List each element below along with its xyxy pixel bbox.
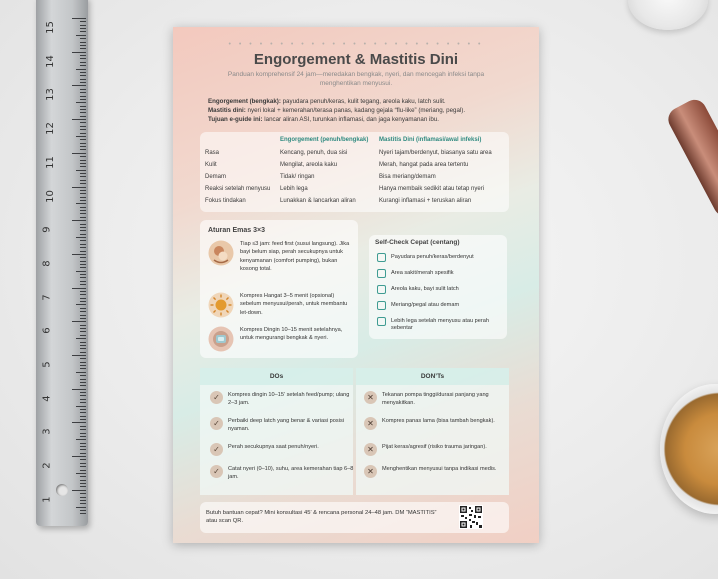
rule-text: Tiap ≤3 jam: feed first (susui langsung). Jika bayi belum siap, perah secukupnya untuk kenyamanan (comfort pumping), bukan kosong total.	[240, 241, 350, 273]
check-icon: ✓	[210, 465, 223, 478]
ruler-tick	[80, 335, 86, 336]
ruler-tick	[80, 173, 86, 174]
ruler-number: 14	[44, 54, 56, 68]
cell-mastitis: Kurangi inflamasi + teruskan aliran	[379, 198, 472, 204]
ruler-tick	[80, 392, 86, 393]
ruler-tick	[72, 18, 86, 19]
ruler-tick	[80, 459, 86, 460]
ruler-tick	[80, 368, 86, 369]
do-item	[210, 391, 360, 413]
dont-item	[364, 391, 514, 413]
ruler-tick	[80, 294, 86, 295]
ruler-tick	[80, 365, 86, 366]
ruler-tick	[80, 82, 86, 83]
ruler-tick	[72, 288, 86, 289]
dont-text: Pijat keras/agresif (risiko trauma jaringan).	[382, 444, 487, 450]
dont-item	[364, 417, 514, 439]
ruler-tick	[72, 187, 86, 188]
intro-line	[208, 97, 508, 106]
ruler-tick	[80, 513, 86, 514]
ruler-tick	[80, 21, 86, 22]
ruler-tick	[80, 362, 86, 363]
ruler-tick	[80, 166, 86, 167]
check-icon: ✓	[210, 391, 223, 404]
ruler-tick	[80, 28, 86, 29]
ruler-tick	[80, 207, 86, 208]
self-check-title: Self-Check Cepat (centang)	[375, 239, 460, 246]
do-item	[210, 465, 360, 487]
ruler-tick	[80, 257, 86, 258]
ruler-tick	[80, 244, 86, 245]
ruler-tick	[76, 338, 86, 339]
ruler-tick	[80, 291, 86, 292]
ruler-tick	[80, 112, 86, 113]
ruler-tick	[80, 463, 86, 464]
checklist-label: Area sakit/merah spesifik	[391, 270, 454, 276]
cell-mastitis: Bisa meriang/demam	[379, 174, 436, 180]
footer-cta	[200, 502, 509, 533]
table-header-row	[200, 135, 509, 147]
rule-item	[208, 240, 354, 288]
intro-text: payudara penuh/keras, kulit tegang, areola kaku, latch sulit.	[280, 98, 446, 105]
ruler-tick	[80, 139, 86, 140]
ruler-tick	[80, 79, 86, 80]
checkbox[interactable]	[377, 285, 386, 294]
ruler-tick	[72, 321, 86, 322]
ruler-tick	[76, 439, 86, 440]
table-row	[200, 172, 509, 184]
ruler-tick	[80, 176, 86, 177]
dont-item	[364, 465, 514, 487]
ruler-tick	[80, 409, 86, 410]
ruler-tick	[76, 203, 86, 204]
ruler-tick	[80, 436, 86, 437]
intro-line	[208, 106, 508, 115]
page-title: Engorgement & Mastitis Dini	[253, 51, 459, 68]
ruler-tick	[80, 183, 86, 184]
ruler-tick	[80, 65, 86, 66]
dos-header: DOs	[200, 368, 353, 385]
dont-text: Kompres panas lama (bisa tambah bengkak).	[382, 418, 495, 424]
ruler-tick	[76, 507, 86, 508]
ruler-tick	[80, 476, 86, 477]
ruler-tick	[80, 466, 86, 467]
ruler-number: 7	[41, 293, 53, 301]
row-label: Reaksi setelah menyusu	[205, 186, 271, 192]
cell-engorgement: Kencang, penuh, dua sisi	[280, 150, 348, 156]
rule-text: Kompres Dingin 10–15 menit setelahnya, untuk mengurangi bengkak & nyeri.	[240, 327, 343, 342]
ruler-tick	[80, 193, 86, 194]
ruler-tick	[80, 298, 86, 299]
ruler-tick	[80, 149, 86, 150]
ruler-tick	[80, 143, 86, 144]
ruler-tick	[80, 379, 86, 380]
ruler-tick	[76, 271, 86, 272]
ruler-tick	[76, 372, 86, 373]
ruler-number: 12	[44, 122, 56, 135]
ruler-tick	[80, 486, 86, 487]
ruler-tick	[80, 45, 86, 46]
cold-compress-icon	[208, 326, 234, 352]
intro-term: Tujuan e-guide ini:	[208, 116, 263, 123]
ruler-tick	[80, 510, 86, 511]
self-check-panel	[369, 235, 507, 339]
donts-column	[356, 385, 509, 495]
ruler-tick	[80, 116, 86, 117]
ruler-tick	[80, 180, 86, 181]
table-row	[200, 160, 509, 172]
ruler-tick	[80, 416, 86, 417]
rule-item	[208, 326, 354, 356]
ruler-tick	[80, 449, 86, 450]
ruler-tick	[72, 153, 86, 154]
ruler-number: 15	[44, 21, 56, 34]
golden-rules-panel	[200, 220, 358, 358]
do-text: Kompres dingin 10–15’ setelah feed/pump; ulang 2–3 jam.	[228, 392, 350, 406]
ruler-tick	[80, 325, 86, 326]
ruler-tick	[80, 55, 86, 56]
ruler	[36, 0, 88, 526]
ruler-tick	[80, 429, 86, 430]
checklist-item[interactable]	[377, 253, 503, 265]
ruler-number: 8	[41, 260, 53, 267]
ruler-tick	[76, 237, 86, 238]
ruler-tick	[80, 395, 86, 396]
decorative-dots: • • • • • • • • • • • • • • • • • • • • • • • • •	[228, 41, 484, 48]
ruler-tick	[80, 126, 86, 127]
cell-engorgement: Lunakkan & lancarkan aliran	[280, 198, 356, 204]
qr-code-icon[interactable]	[459, 505, 483, 529]
intro-definitions	[208, 97, 508, 124]
check-icon: ✓	[210, 443, 223, 456]
dos-column	[200, 385, 353, 495]
ruler-tick	[80, 318, 86, 319]
ruler-number: 3	[41, 428, 53, 436]
ruler-tick	[80, 402, 86, 403]
row-label: Fokus tindakan	[205, 198, 246, 204]
ruler-tick	[80, 25, 86, 26]
cell-mastitis: Nyeri tajam/berdenyut, biasanya satu area	[379, 150, 492, 156]
page-subtitle: Panduan komprehensif 24 jam—meredakan bengkak, nyeri, dan mencegah infeksi tanpa menghentikan menyusui.	[227, 71, 485, 87]
ruler-tick	[72, 389, 86, 390]
ruler-tick	[80, 497, 86, 498]
intro-term: Engorgement (bengkak):	[208, 98, 281, 105]
cell-engorgement: Lebih lega	[280, 186, 308, 192]
ruler-tick	[80, 227, 86, 228]
ruler-tick	[80, 348, 86, 349]
do-text: Catat nyeri (0–10), suhu, area kemerahan tiap 6–8 jam.	[228, 466, 354, 480]
ruler-tick	[80, 264, 86, 265]
ruler-tick	[72, 119, 86, 120]
ruler-tick	[80, 133, 86, 134]
ruler-tick	[80, 277, 86, 278]
ruler-number: 6	[41, 327, 53, 334]
ruler-number: 9	[41, 226, 53, 233]
ruler-tick	[80, 267, 86, 268]
ruler-tick	[80, 412, 86, 413]
ruler-tick	[80, 426, 86, 427]
checkbox[interactable]	[377, 253, 386, 262]
intro-text: nyeri lokal + kemerahan/terasa panas, kadang gejala “flu-like” (meriang, pegal).	[245, 107, 466, 114]
ruler-tick	[80, 261, 86, 262]
ruler-tick	[80, 62, 86, 63]
warm-sun-icon	[208, 292, 234, 318]
checklist-item[interactable]	[377, 285, 503, 297]
dos-donts-table	[200, 368, 509, 496]
cross-icon: ✕	[364, 417, 377, 430]
cross-icon: ✕	[364, 391, 377, 404]
ruler-tick	[80, 200, 86, 201]
ruler-tick	[80, 58, 86, 59]
ruler-tick	[80, 210, 86, 211]
ruler-tick	[80, 163, 86, 164]
ruler-tick	[80, 240, 86, 241]
ruler-tick	[80, 331, 86, 332]
ruler-tick	[80, 483, 86, 484]
column-header-engorgement: Engorgement (penuh/bengkak)	[280, 137, 369, 143]
do-text: Perah secukupnya saat penuh/nyeri.	[228, 444, 319, 450]
do-item	[210, 443, 360, 459]
ruler-tick	[80, 31, 86, 32]
ruler-tick	[80, 281, 86, 282]
guide-sheet	[173, 27, 539, 543]
footer-text: Butuh bantuan cepat? Mini konsultasi 45’ & rencana personal 24–48 jam. DM “MASTITIS” atau scan QR.	[206, 510, 437, 524]
ruler-tick	[80, 230, 86, 231]
ruler-tick	[80, 453, 86, 454]
table-row	[200, 184, 509, 196]
ruler-number: 13	[44, 88, 56, 102]
ruler-tick	[80, 274, 86, 275]
ruler-tick	[80, 160, 86, 161]
ruler-hole	[56, 484, 68, 496]
ruler-tick	[80, 433, 86, 434]
ruler-tick	[80, 72, 86, 73]
column-header-mastitis: Mastitis Dini (inflamasi/awal infeksi)	[379, 137, 482, 143]
dont-text: Menghentikan menyusui tanpa indikasi medis.	[382, 466, 497, 472]
dont-text: Tekanan pompa tinggi/durasi panjang yang menyakitkan.	[382, 392, 489, 406]
ruler-tick	[80, 42, 86, 43]
ruler-tick	[80, 106, 86, 107]
ruler-tick	[80, 399, 86, 400]
ruler-tick	[80, 247, 86, 248]
ruler-number: 10	[44, 189, 56, 203]
ruler-tick	[80, 234, 86, 235]
ruler-tick	[80, 146, 86, 147]
ruler-tick	[80, 470, 86, 471]
ruler-tick	[72, 490, 86, 491]
ruler-tick	[80, 493, 86, 494]
ruler-tick	[80, 480, 86, 481]
ruler-tick	[80, 213, 86, 214]
ruler-tick	[80, 446, 86, 447]
rule-text: Kompres Hangat 3–5 menit (opsional) sebelum menyusui/perah, untuk membantu let-down.	[240, 293, 348, 316]
ruler-tick	[72, 355, 86, 356]
do-text: Perbaiki deep latch yang benar & variasi posisi nyaman.	[228, 418, 344, 432]
check-icon: ✓	[210, 417, 223, 430]
cell-engorgement: Mengilat, areola kaku	[280, 162, 338, 168]
ruler-tick	[80, 224, 86, 225]
cell-mastitis: Merah, hangat pada area tertentu	[379, 162, 469, 168]
ruler-tick	[76, 136, 86, 137]
comparison-table	[200, 132, 509, 212]
ruler-number: 4	[41, 395, 53, 402]
ruler-tick	[80, 129, 86, 130]
ruler-tick	[80, 99, 86, 100]
ruler-tick	[80, 122, 86, 123]
table-row	[200, 196, 509, 208]
ruler-tick	[80, 500, 86, 501]
ruler-tick	[76, 473, 86, 474]
ruler-tick	[80, 92, 86, 93]
ruler-tick	[80, 315, 86, 316]
ruler-tick	[80, 197, 86, 198]
ruler-tick	[72, 254, 86, 255]
ruler-tick	[76, 304, 86, 305]
ruler-tick	[80, 352, 86, 353]
ruler-tick	[72, 85, 86, 86]
ruler-tick	[80, 375, 86, 376]
ruler-tick	[80, 251, 86, 252]
checkbox[interactable]	[377, 317, 386, 326]
ruler-tick	[80, 156, 86, 157]
intro-text: lancar aliran ASI, turunkan inflamasi, dan jaga kenyamanan ibu.	[262, 116, 439, 123]
ruler-tick	[80, 328, 86, 329]
checklist-item[interactable]	[377, 301, 503, 313]
ruler-tick	[72, 422, 86, 423]
ruler-tick	[80, 382, 86, 383]
cross-icon: ✕	[364, 443, 377, 456]
ruler-tick	[80, 311, 86, 312]
ruler-tick	[80, 89, 86, 90]
ruler-tick	[72, 456, 86, 457]
checklist-label: Lebih lega setelah menyusu atau perah sebentar	[391, 318, 489, 331]
row-label: Rasa	[205, 150, 220, 156]
ruler-tick	[72, 220, 86, 221]
ruler-tick	[76, 35, 86, 36]
ruler-number: 1	[41, 496, 53, 503]
ruler-tick	[80, 301, 86, 302]
ruler-tick	[80, 75, 86, 76]
ruler-tick	[80, 419, 86, 420]
dont-item	[364, 443, 514, 459]
ruler-tick	[80, 284, 86, 285]
row-label: Demam	[205, 174, 227, 180]
checkbox[interactable]	[377, 269, 386, 278]
ruler-tick	[80, 358, 86, 359]
ruler-tick	[76, 406, 86, 407]
ruler-tick	[72, 52, 86, 53]
ruler-tick	[80, 109, 86, 110]
checklist-item[interactable]	[377, 269, 503, 281]
intro-term: Mastitis dini:	[208, 107, 246, 114]
cell-mastitis: Hanya membaik sedikit atau tetap nyeri	[379, 186, 485, 192]
ruler-number: 5	[41, 361, 53, 368]
ruler-tick	[76, 69, 86, 70]
ruler-tick	[76, 102, 86, 103]
ruler-number: 11	[44, 155, 56, 169]
golden-rules-title: Aturan Emas 3×3	[208, 227, 265, 234]
ruler-tick	[80, 190, 86, 191]
ruler-tick	[80, 38, 86, 39]
checklist-label: Areola kaku, bayi sulit latch	[391, 286, 459, 292]
intro-line	[208, 115, 508, 124]
cross-icon: ✕	[364, 465, 377, 478]
row-label: Kulit	[205, 162, 217, 168]
checklist-label: Payudara penuh/keras/berdenyut	[391, 254, 474, 260]
rule-item	[208, 292, 354, 322]
ruler-tick	[80, 503, 86, 504]
checkbox[interactable]	[377, 301, 386, 310]
table-row	[200, 148, 509, 160]
ruler-tick	[80, 345, 86, 346]
checklist-item[interactable]	[377, 317, 503, 333]
ruler-tick	[80, 308, 86, 309]
ruler-number: 2	[41, 462, 53, 469]
ruler-tick	[80, 342, 86, 343]
ruler-tick	[80, 217, 86, 218]
ruler-tick	[76, 170, 86, 171]
ruler-tick	[80, 443, 86, 444]
ruler-tick	[80, 385, 86, 386]
ruler-tick	[80, 48, 86, 49]
donts-header: DON’Ts	[356, 368, 509, 385]
cell-engorgement: Tidak/ ringan	[280, 174, 315, 180]
do-item	[210, 417, 360, 439]
baby-feeding-icon	[208, 240, 234, 266]
ruler-tick	[80, 96, 86, 97]
checklist-label: Meriang/pegal atau demam	[391, 302, 460, 308]
